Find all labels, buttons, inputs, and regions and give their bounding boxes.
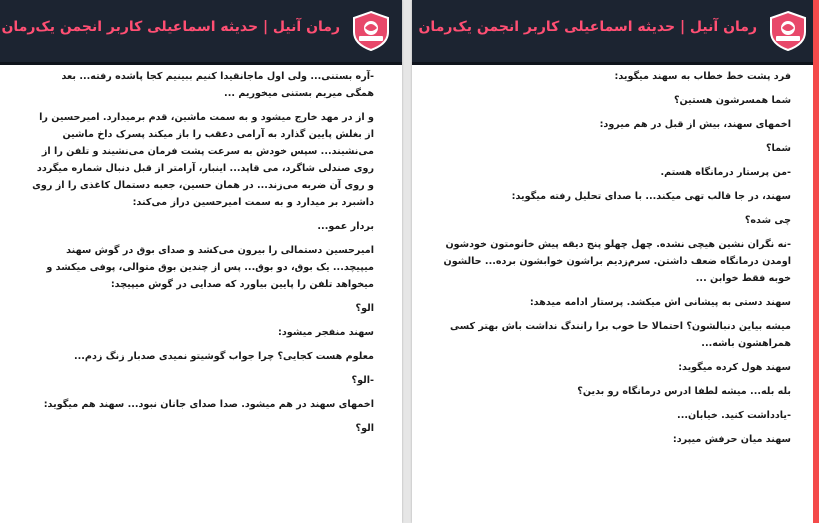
- paragraph: سهند دستی به پیشانی اش میکشد. پرستار ادامه میدهد:: [529, 297, 791, 308]
- paragraph: الو؟: [355, 423, 374, 434]
- paragraph: -نه نگران نشین هیچی نشده. چهل چهلو پنج دیقه پیش خانومتون خودشون اومدن درمانگاه ضعف داشتن. سرم‌زدیم براشون خوابشون برده... حالشون خوبه فقط خوابن ...: [443, 239, 791, 284]
- paragraph: چی شده؟: [744, 215, 791, 226]
- paragraph: سهند منفجر میشود:: [278, 327, 374, 338]
- paragraph: -یادداشت کنید. خیابان...: [677, 410, 791, 421]
- roman-logo-icon: [350, 10, 392, 52]
- paragraph: اخمهای سهند، بیش از قبل در هم میرود:: [599, 119, 791, 130]
- page-header: [0, 0, 402, 65]
- header-title: رمان آنیل | حدیثه اسماعیلی کاربر انجمن یک‌رمان: [1, 19, 340, 35]
- right-page-text: [412, 62, 819, 523]
- paragraph: فرد پشت خط خطاب به سهند میگوید:: [614, 71, 791, 82]
- paragraph: -آره بستنی... ولی اول ماجانقیدا کنیم ببینیم کجا پاشده رفته... بعد همگی میریم بستنی میخوریم ...: [61, 71, 374, 99]
- left-page: [0, 0, 402, 523]
- paragraph: شما همسرشون هستین؟: [673, 95, 791, 106]
- paragraph: -الو؟: [351, 375, 374, 386]
- paragraph: -من پرستار درمانگاه هستم.: [660, 167, 791, 178]
- paragraph: اخمهای سهند در هم میشود. صدا صدای جانان نبود... سهند هم میگوید:: [43, 399, 374, 410]
- paragraph: بردار عمو...: [317, 221, 374, 232]
- paragraph: سهند میان حرفش میپرد:: [672, 434, 791, 445]
- right-page: [412, 0, 819, 523]
- page-header: [412, 0, 819, 65]
- paragraph: امیرحسین دستمالی را بیرون می‌کشد و صدای بوق در گوش سهند میپیچد... یک بوق، دو بوق... پس از چندین بوق متوالی، پوفی میکشد و میخواهد تلفن را پایین بیاورد که صدایی در گوش میپیچد:: [46, 245, 374, 290]
- paragraph: میشه بیاین دنبالشون؟ احتمالا حا خوب برا رانندگ نداشت باش بهتر کسی همراهشون باشه...: [450, 321, 791, 349]
- paragraph: الو؟: [355, 303, 374, 314]
- left-page-text: [0, 62, 402, 523]
- header-title: رمان آنیل | حدیثه اسماعیلی کاربر انجمن یک‌رمان: [418, 19, 757, 35]
- paragraph: سهند هول کرده میگوید:: [678, 362, 791, 373]
- paragraph: بله بله... میشه لطفا ادرس درمانگاه رو بدین؟: [577, 386, 791, 397]
- paragraph: سهند، در جا قالب تهی میکند... با صدای تحلیل رفته میگوید:: [511, 191, 791, 202]
- paragraph: و از در مهد خارج میشود و به سمت ماشین، قدم برمیدارد. امیرحسین را از بغلش پایین گذارد به آرامی دعقب را باز میکند پسرک داخ ماشین می‌نشیند... سپس خودش به سرعت پشت فرمان می‌نشیند و تلفن را از روی صندلی شاگرد، می قاپد... اینبار، آرامتر از قبل دنبال شماره میگردد و روی آن ضربه می‌زند... در همان حسین، جعبه دستمال کاغذی را از روی داشبرد بر میدارد و به سمت امیرحسین دراز می‌کند:: [32, 112, 374, 208]
- paragraph: معلوم هست کجایی؟ چرا جواب گوشیتو نمیدی صدبار زنگ زدم...: [73, 351, 374, 362]
- paragraph: شما؟: [765, 143, 791, 154]
- roman-logo-icon: [767, 10, 809, 52]
- scrollbar[interactable]: [813, 0, 819, 523]
